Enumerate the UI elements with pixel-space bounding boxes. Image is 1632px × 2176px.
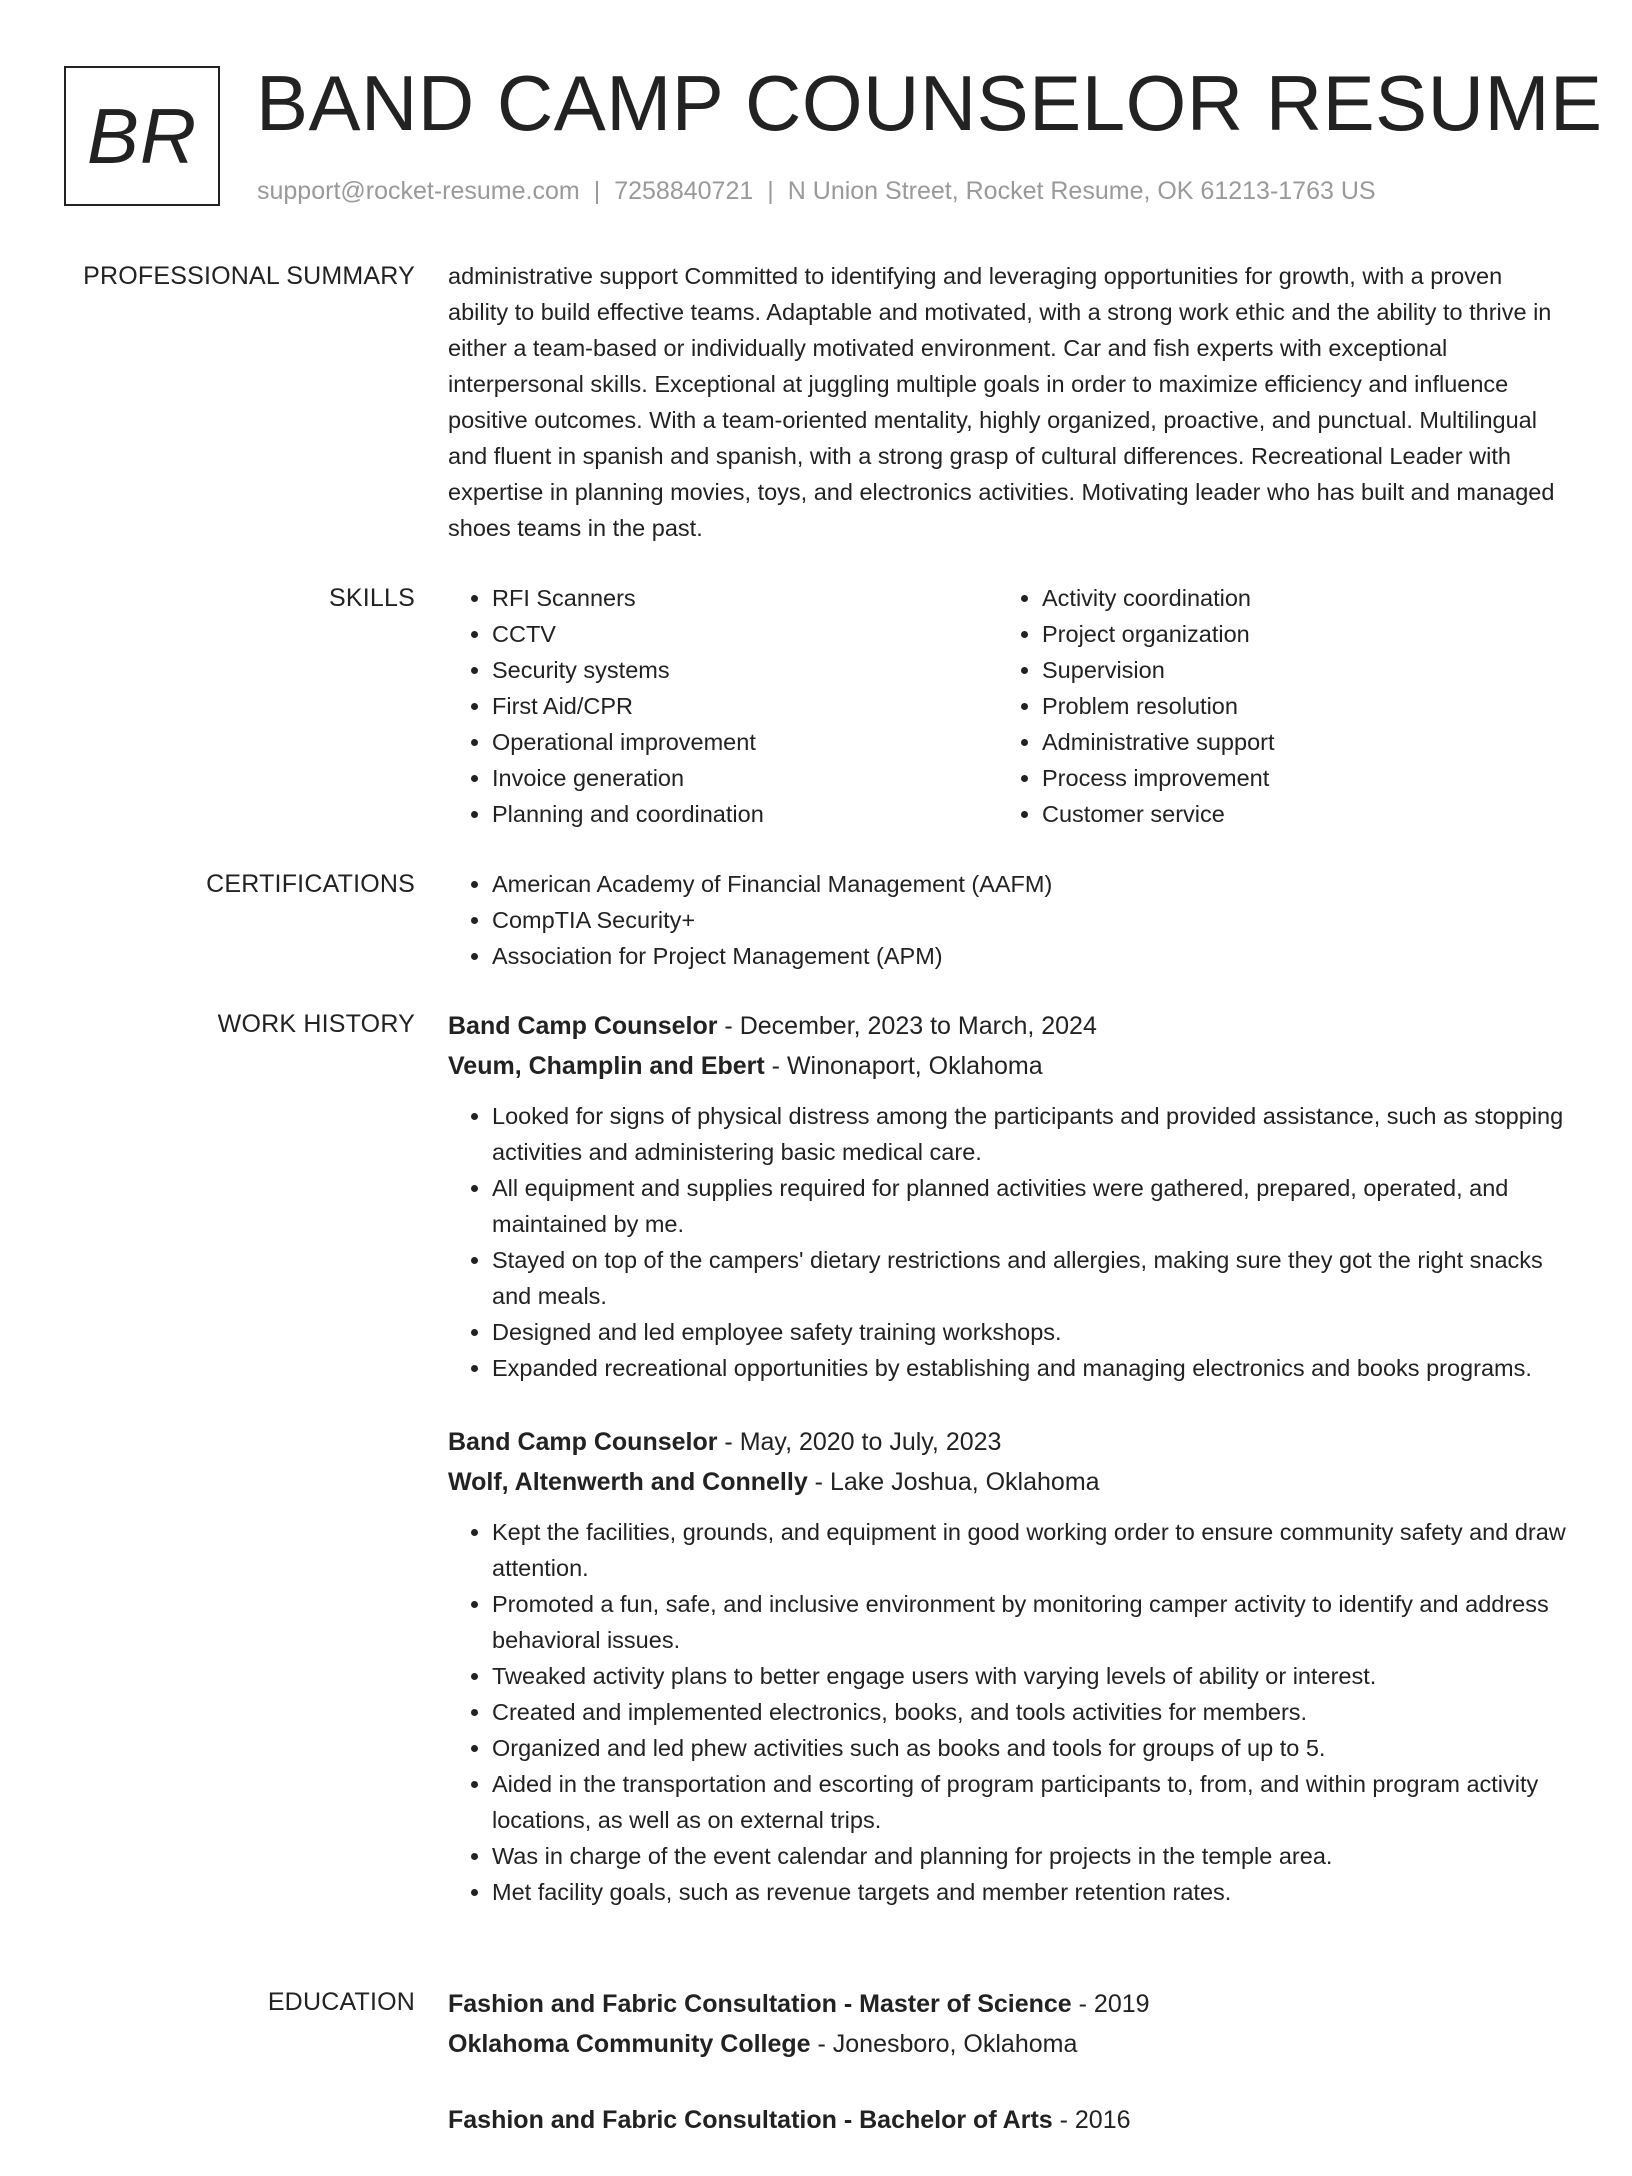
job-bullet: • Organized and led phew activities such as books and tools for groups of up to 5.	[492, 1730, 1566, 1766]
job-company: Veum, Champlin and Ebert	[448, 1052, 765, 1080]
certification-item-list	[448, 866, 1566, 974]
job-title-line	[448, 1422, 1566, 1462]
job-bullet: • Tweaked activity plans to better engage users with varying levels of ability or interest.	[492, 1658, 1566, 1694]
job-location: - Lake Joshua, Oklahoma	[807, 1468, 1100, 1496]
skill-item: • CCTV	[492, 616, 998, 652]
job-role: Band Camp Counselor	[448, 1012, 718, 1040]
job-company: Wolf, Altenwerth and Connelly	[448, 1468, 808, 1496]
education-location: - Jonesboro, Oklahoma	[810, 2030, 1078, 2058]
job-bullet: • Kept the facilities, grounds, and equipment in good working order to ensure community safety and draw attention.	[492, 1514, 1566, 1586]
job-bullet: • Promoted a fun, safe, and inclusive environment by monitoring camper activity to identify and address behavioral issues.	[492, 1586, 1566, 1658]
section-title-work-history: WORK HISTORY	[217, 1010, 415, 1038]
contact-line	[257, 174, 1376, 208]
skill-item: • Operational improvement	[492, 724, 998, 760]
resume-title: BAND CAMP COUNSELOR RESUME	[256, 59, 1603, 147]
section-title-certifications: CERTIFICATIONS	[206, 870, 415, 898]
skill-item: • Problem resolution	[1042, 688, 1548, 724]
education-degree: Fashion and Fabric Consultation - Master of Science	[448, 1990, 1072, 2018]
skill-item: • Invoice generation	[492, 760, 998, 796]
certification-item: • American Academy of Financial Management (AAFM)	[492, 866, 1566, 902]
education-body	[448, 1984, 1566, 2176]
education-degree: Fashion and Fabric Consultation - Bachelor of Arts	[448, 2106, 1053, 2134]
contact-phone: 7258840721	[614, 177, 754, 205]
contact-email: support@rocket-resume.com	[257, 177, 580, 205]
job-title-line	[448, 1006, 1566, 1046]
job-dates: - December, 2023 to March, 2024	[717, 1012, 1097, 1040]
job-dates: - May, 2020 to July, 2023	[717, 1428, 1002, 1456]
job-bullet-list	[448, 1098, 1566, 1386]
education-school: Oklahoma Community College	[448, 2030, 811, 2058]
skill-item: • Security systems	[492, 652, 998, 688]
job-entry	[448, 1422, 1566, 1910]
job-bullet: • Met facility goals, such as revenue targets and member retention rates.	[492, 1874, 1566, 1910]
work-history-body	[448, 1006, 1566, 1946]
education-degree-line	[448, 1984, 1566, 2024]
monogram-box	[64, 66, 220, 206]
skill-item: • Administrative support	[1042, 724, 1548, 760]
skill-item: • Process improvement	[1042, 760, 1548, 796]
job-bullet: • Was in charge of the event calendar and planning for projects in the temple area.	[492, 1838, 1566, 1874]
education-degree-line	[448, 2100, 1566, 2140]
education-entry	[448, 2100, 1566, 2140]
education-entry	[448, 1984, 1566, 2064]
job-bullet: • Aided in the transportation and escorting of program participants to, from, and within program activity locations, as well as on external trips.	[492, 1766, 1566, 1838]
skills-column-right	[998, 580, 1548, 832]
section-title-skills: SKILLS	[329, 584, 415, 612]
skill-item: • Customer service	[1042, 796, 1548, 832]
skill-item: • Activity coordination	[1042, 580, 1548, 616]
certification-item: • CompTIA Security+	[492, 902, 1566, 938]
job-role: Band Camp Counselor	[448, 1428, 718, 1456]
contact-separator: |	[767, 177, 774, 205]
job-bullet: • All equipment and supplies required for planned activities were gathered, prepared, operated, and maintained by me.	[492, 1170, 1566, 1242]
job-bullet-list	[448, 1514, 1566, 1910]
monogram-initials: BR	[86, 91, 198, 180]
certification-item: • Association for Project Management (APM)	[492, 938, 1566, 974]
education-school-line	[448, 2024, 1566, 2064]
job-company-line	[448, 1046, 1566, 1086]
job-entry	[448, 1006, 1566, 1386]
skills-body	[448, 580, 1566, 832]
summary-text: administrative support Committed to identifying and leveraging opportunities for growth, with a proven ability to build effective teams. Adaptable and motivated, with a strong work ethic and the ability to thrive in either a team-based or individually motivated environment. Car and fish experts with exceptional interpersonal skills. Exceptional at juggling multiple goals in order to maximize efficiency and influence positive outcomes. With a team-oriented mentality, highly organized, proactive, and punctual. Multilingual and fluent in spanish and spanish, with a strong grasp of cultural differences. Recreational Leader with expertise in planning movies, toys, and electronics activities. Motivating leader who has built and managed shoes teams in the past.	[448, 263, 1555, 541]
section-title-education: EDUCATION	[267, 1988, 415, 2016]
job-company-line	[448, 1462, 1566, 1502]
job-bullet: • Stayed on top of the campers' dietary restrictions and allergies, making sure they got the right snacks and meals.	[492, 1242, 1566, 1314]
certifications-body	[448, 866, 1566, 974]
job-bullet: • Created and implemented electronics, books, and tools activities for members.	[492, 1694, 1566, 1730]
contact-separator: |	[593, 177, 601, 205]
job-bullet: • Expanded recreational opportunities by establishing and managing electronics and books programs.	[492, 1350, 1566, 1386]
skill-item: • First Aid/CPR	[492, 688, 998, 724]
skill-item: • Supervision	[1042, 652, 1548, 688]
skills-column-left	[448, 580, 998, 832]
contact-address: N Union Street, Rocket Resume, OK 61213-1763 US	[787, 177, 1376, 205]
skill-item-list	[448, 580, 998, 832]
skill-item: • Project organization	[1042, 616, 1548, 652]
job-bullet: • Designed and led employee safety training workshops.	[492, 1314, 1566, 1350]
education-year: - 2016	[1052, 2106, 1131, 2134]
skill-item: • RFI Scanners	[492, 580, 998, 616]
section-title-summary: PROFESSIONAL SUMMARY	[83, 262, 415, 290]
job-location: - Winonaport, Oklahoma	[764, 1052, 1043, 1080]
education-year: - 2019	[1071, 1990, 1150, 2018]
skill-item-list	[998, 580, 1548, 832]
job-bullet: • Looked for signs of physical distress among the participants and provided assistance, such as stopping activities and administering basic medical care.	[492, 1098, 1566, 1170]
skill-item: • Planning and coordination	[492, 796, 998, 832]
